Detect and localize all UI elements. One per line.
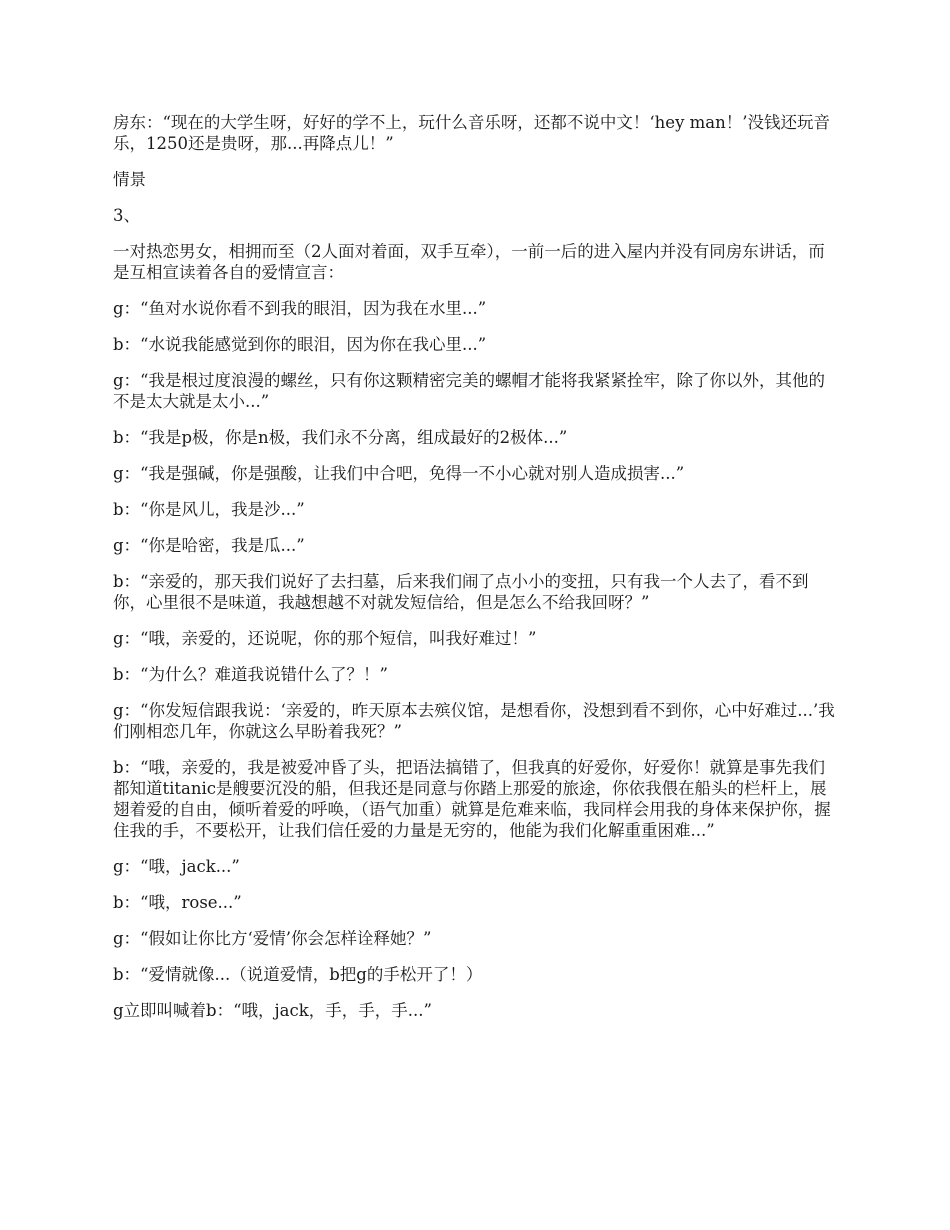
scene-description: 一对热恋男女，相拥而至（2人面对着面，双手互牵），一前一后的进入屋内并没有同房东讲话，而是互相宣读着各自的爱情宣言： [113, 242, 825, 282]
dialogue-line: g：“哦，亲爱的，还说呢，你的那个短信，叫我好难过！” [113, 629, 537, 648]
dialogue-line: g：“我是根过度浪漫的螺丝，只有你这颗精密完美的螺帽才能将我紧紧拴牢，除了你以外，其他的不是太大就是太小...” [113, 371, 825, 411]
dialogue-line: b：“哦，亲爱的，我是被爱冲昏了头，把语法搞错了，但我真的好爱你，好爱你！就算是事先我们都知道titanic是艘要沉没的船，但我还是同意与你踏上那爱的旅途，你依我偎在船头的栏杆上，展翅着爱的自由，倾听着爱的呼唤，（语气加重）就算是危难来临，我同样会用我的身体来保护你，握住我的手，不要松开，让我们信任爱的力量是无穷的，他能为我们化解重重困难...” [113, 758, 831, 840]
dialogue-line: g：“你是哈密，我是瓜...” [113, 536, 305, 555]
dialogue-line: g：“你发短信跟我说：‘亲爱的，昨天原本去殡仪馆，是想看你，没想到看不到你，心中好难过...’我们刚相恋几年，你就这么早盼着我死？” [113, 701, 835, 741]
document-body [113, 112, 841, 1036]
dialogue-line: b：“我是p极，你是n极，我们永不分离，组成最好的2极体...” [113, 428, 568, 447]
dialogue-line: b：“水说我能感觉到你的眼泪，因为你在我心里...” [113, 335, 487, 354]
dialogue-line: g：“鱼对水说你看不到我的眼泪，因为我在水里...” [113, 299, 487, 318]
paragraph-landlord: 房东：“现在的大学生呀，好好的学不上，玩什么音乐呀，还都不说中文！‘hey man！’没钱还玩音乐，1250还是贵呀，那...再降点儿！” [113, 113, 830, 153]
dialogue-line: g：“我是强碱，你是强酸，让我们中合吧，免得一不小心就对别人造成损害...” [113, 464, 685, 483]
dialogue-line: g：“哦，jack...” [113, 857, 240, 876]
dialogue-line: b：“为什么？难道我说错什么了？！” [113, 665, 388, 684]
dialogue-line: b：“爱情就像...（说道爱情，b把g的手松开了！） [113, 965, 483, 984]
dialogue-line: b：“你是风儿，我是沙...” [113, 500, 305, 519]
section-number: 3、 [113, 206, 140, 225]
section-heading: 情景 [113, 170, 146, 189]
dialogue-line: b：“亲爱的，那天我们说好了去扫墓，后来我们闹了点小小的变扭，只有我一个人去了，看不到你，心里很不是味道，我越想越不对就发短信给，但是怎么不给我回呀？” [113, 572, 809, 612]
dialogue-line: g立即叫喊着b：“哦，jack，手，手，手...” [113, 1001, 432, 1020]
dialogue-line: b：“哦，rose...” [113, 893, 242, 912]
dialogue-line: g：“假如让你比方‘爱情’你会怎样诠释她？” [113, 929, 432, 948]
